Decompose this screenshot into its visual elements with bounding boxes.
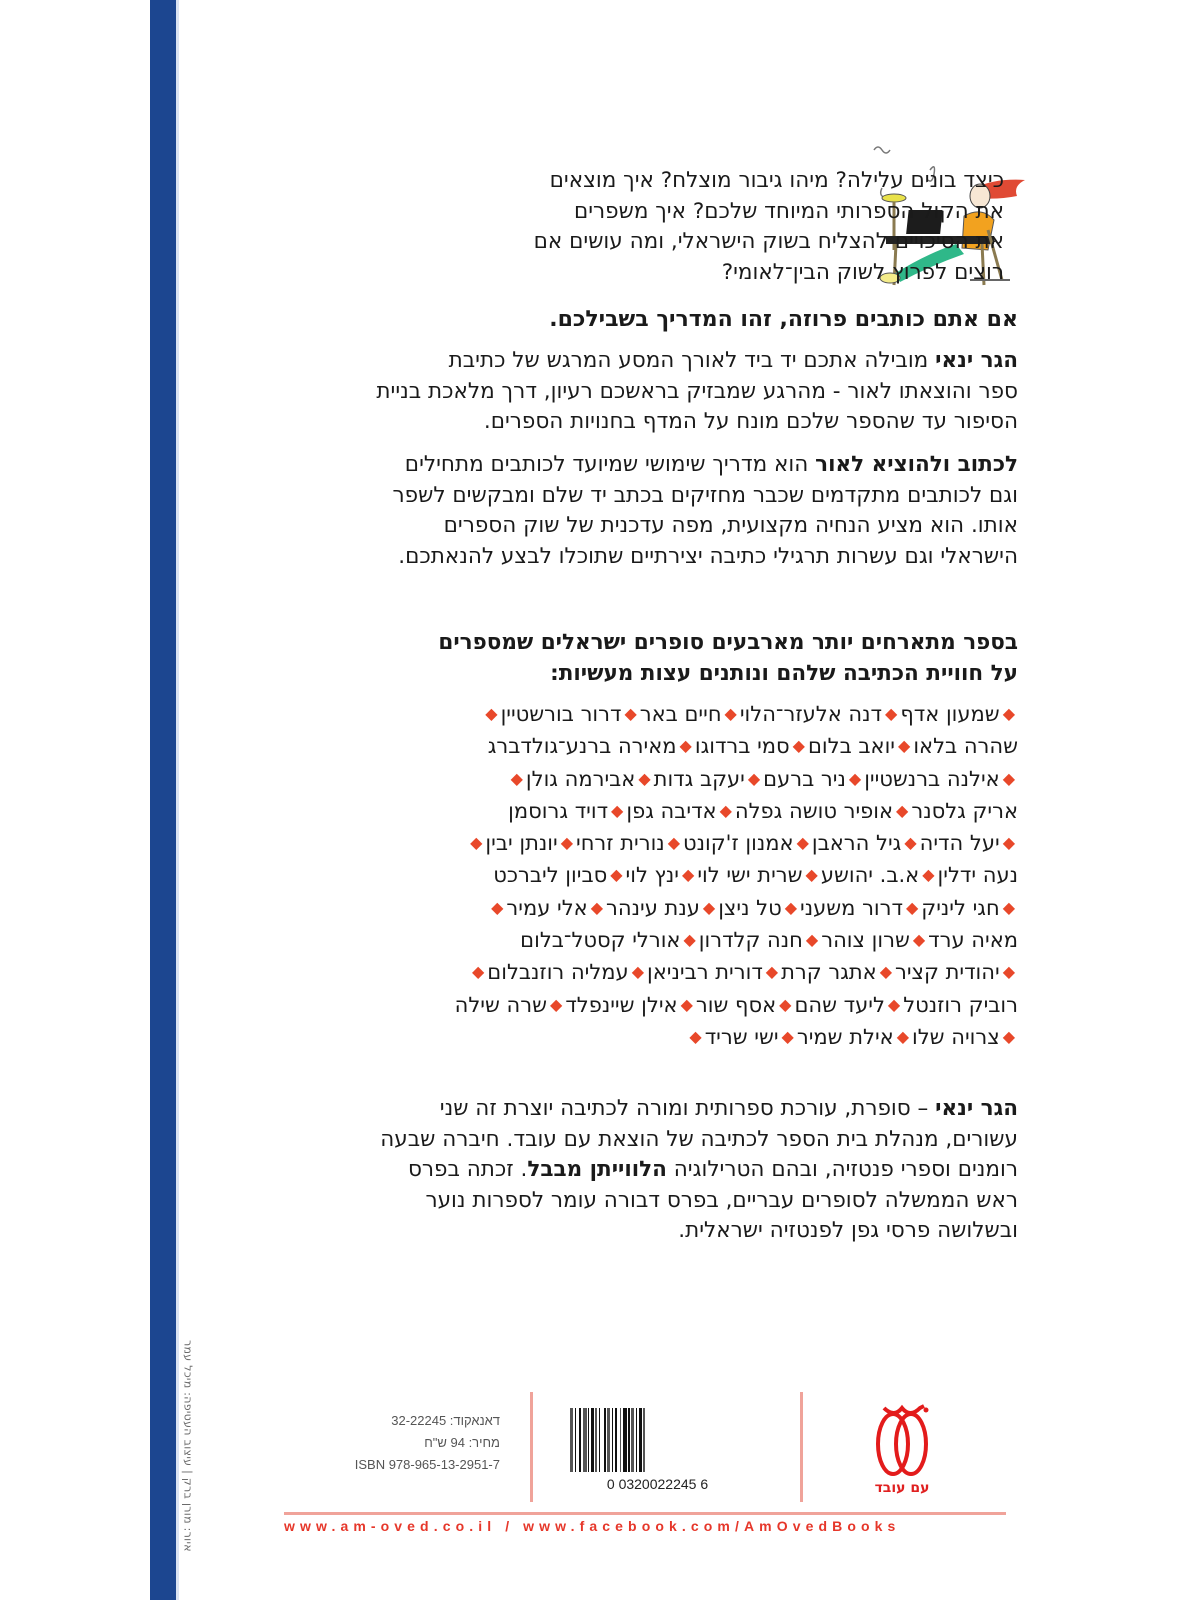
tagline-block (250, 305, 1018, 336)
diamond-bullet-icon: ◆ (683, 930, 696, 950)
contributor-name: גיל הראבן (811, 831, 902, 856)
diamond-bullet-icon: ◆ (1002, 833, 1015, 853)
diamond-bullet-icon: ◆ (560, 833, 574, 853)
diamond-bullet-icon: ◆ (471, 962, 485, 982)
bio-line: ובשלושה פרסי גפן לפנטזיה ישראלית. (678, 1218, 1018, 1243)
contributor-name: שהרה בלאו (913, 734, 1018, 759)
diamond-bullet-icon: ◆ (781, 1026, 794, 1046)
diamond-bullet-icon: ◆ (896, 1026, 910, 1046)
contributor-name: אבירמה גולן (525, 766, 636, 791)
diamond-bullet-icon: ◆ (905, 897, 919, 917)
contributor-name: אילת שמיר (796, 1024, 894, 1049)
contributor-name: חיים באר (639, 702, 722, 726)
diamond-bullet-icon: ◆ (631, 962, 645, 982)
contributor-name: אילן שיינפלד (565, 992, 678, 1017)
para-text: הוא מדריך שימושי שמיועד לכותבים מתחילים (404, 452, 816, 477)
intro-line: את הקול הספרותי המיוחד שלכם? איך משפרים (573, 198, 1004, 224)
diamond-bullet-icon: ◆ (879, 962, 892, 982)
contributor-name: דרור בורשטיין (500, 702, 622, 726)
footer-rule (284, 1512, 1006, 1515)
description-paragraph-1 (250, 346, 1018, 438)
para-line (250, 346, 1018, 377)
contributor-name: ליעד שהם (794, 992, 885, 1017)
publisher-urls: www.am-oved.co.il / www.facebook.com/AmOvedBooks (284, 1518, 901, 1534)
diamond-bullet-icon: ◆ (848, 768, 862, 788)
diamond-bullet-icon: ◆ (805, 865, 818, 885)
diamond-bullet-icon: ◆ (904, 833, 917, 853)
diamond-bullet-icon: ◆ (590, 897, 604, 917)
contributor-name: א.ב. יהושע (820, 863, 920, 888)
contributor-name: עמליה רוזנבלום (487, 960, 629, 985)
contributor-name: חגי ליניק (921, 895, 1000, 920)
contributor-name: סביון ליברכט (493, 863, 608, 888)
contributor-name: מאיה ערד (928, 928, 1018, 953)
author-bio (250, 1094, 1018, 1247)
contributor-name: נעה ידלין (937, 863, 1018, 888)
diamond-bullet-icon: ◆ (724, 704, 737, 723)
contributor-name: דנה אלעזר־הלוי (739, 702, 883, 726)
diamond-bullet-icon: ◆ (885, 704, 898, 723)
contributor-name: ענת עינהר (606, 895, 700, 920)
book-title: לכתוב ולהוציא לאור (815, 452, 1018, 477)
book-spine (150, 0, 176, 1600)
diamond-bullet-icon: ◆ (679, 736, 692, 756)
contributor-name: אילנה ברנשטיין (864, 766, 1000, 791)
contributors-list (250, 698, 1018, 1053)
am-oved-logo-icon (870, 1400, 934, 1480)
diamond-bullet-icon: ◆ (610, 865, 623, 885)
design-credit: איור: מורן ברק | עיצוב העטיפה: מיכל עמר (181, 1340, 195, 1552)
diamond-bullet-icon: ◆ (680, 994, 693, 1014)
bio-line (250, 1094, 1018, 1125)
contributor-name: צרויה שלו (912, 1024, 1000, 1049)
diamond-bullet-icon: ◆ (719, 800, 732, 820)
diamond-bullet-icon: ◆ (510, 768, 523, 788)
bio-text: . זכתה בפרס (407, 1157, 528, 1182)
barcode-number: 0 0320022245 6 (606, 1476, 709, 1492)
diamond-bullet-icon: ◆ (796, 833, 809, 853)
contributors-line (250, 1021, 1018, 1053)
contributor-name: אלי עמיר (506, 895, 588, 920)
bio-text: – סופרת, עורכת ספרותית ומורה לכתיבה יוצרת זה שני (439, 1096, 936, 1121)
contributor-name: ניר ברעם (763, 766, 846, 791)
contributor-name: טל ניצן (718, 895, 782, 920)
contributor-name: אדיבה גפן (626, 798, 717, 823)
diamond-bullet-icon: ◆ (805, 930, 819, 950)
bio-line (250, 1155, 1018, 1186)
contributors-heading (250, 628, 1018, 689)
contributors-line (250, 956, 1018, 988)
divider (800, 1392, 803, 1502)
diamond-bullet-icon: ◆ (1002, 897, 1015, 917)
contributor-name: שמעון אדף (900, 702, 1000, 726)
contributor-name: אופיר טושה גפלה (734, 798, 894, 823)
contributor-name: חנה קלדרון (698, 928, 803, 953)
contributors-line (250, 892, 1018, 924)
isbn: ISBN 978-965-13-2951-7 (354, 1457, 500, 1472)
contributors-line (250, 989, 1018, 1021)
contributor-name: אתגר קרת (781, 960, 877, 985)
trilogy-title: הלווייתן מבבל (527, 1157, 667, 1182)
diamond-bullet-icon: ◆ (747, 768, 761, 788)
contributor-name: אורלי קסטל־בלום (520, 928, 681, 953)
divider (530, 1392, 533, 1502)
diamond-bullet-icon: ◆ (784, 897, 798, 917)
para-line: וגם לכותבים מתקדמים שכבר מחזיקים בכתב יד שלם ומבקשים לשפר (392, 482, 1018, 508)
diamond-bullet-icon: ◆ (689, 1026, 702, 1046)
contributor-name: שרון צוהר (821, 928, 910, 953)
contributors-line (250, 924, 1018, 956)
contributor-name: נורית זרחי (576, 831, 665, 856)
contributor-name: יעל הדיה (919, 831, 1000, 856)
contributor-name: דויד גרוסמן (508, 798, 609, 823)
diamond-bullet-icon: ◆ (638, 768, 651, 788)
diamond-bullet-icon: ◆ (765, 962, 779, 982)
barcode-icon (570, 1408, 745, 1472)
contributor-name: אסף שור (695, 992, 777, 1017)
contributors-line (250, 730, 1018, 762)
contributor-name: יונתן יבין (485, 831, 558, 856)
para-line: ספר והוצאתו לאור - מהרגע שמבזיק בראשכם רעיון, דרך מלאכת בניית (376, 378, 1018, 404)
para-line: הסיפור עד שהספר שלכם מונח על המדף בחנויות הספרים. (483, 409, 1018, 434)
bio-line: עשורים, מנהלת בית הספר לכתיבה של הוצאת עם עובד. חיברה שבעה (380, 1126, 1018, 1152)
intro-line: את הסיכויים להצליח בשוק הישראלי, ומה עושים אם (533, 229, 1004, 254)
catalog-number: דאנאקוד: 32-22245 (391, 1413, 500, 1428)
diamond-bullet-icon: ◆ (682, 865, 695, 885)
contributor-name: שרה שילה (454, 992, 547, 1017)
tagline: אם אתם כותבים פרוזה, זהו המדריך בשבילכם. (549, 307, 1018, 332)
diamond-bullet-icon: ◆ (887, 994, 901, 1014)
contributor-name: יעקב גדות (653, 766, 745, 791)
contributor-name: יואב בלום (807, 734, 895, 759)
diamond-bullet-icon: ◆ (667, 833, 681, 853)
price: מחיר: 94 ש"ח (424, 1435, 500, 1450)
author-name: הגר ינאי (935, 348, 1018, 373)
contributors-line (250, 698, 1018, 730)
intro-line: כיצד בונים עלילה? מיהו גיבור מוצלח? איך מוצאים (549, 168, 1004, 193)
contributor-name: רוביק רוזנטל (903, 992, 1018, 1017)
contributor-name: שרית ישי לוי (697, 863, 803, 888)
diamond-bullet-icon: ◆ (624, 704, 637, 723)
diamond-bullet-icon: ◆ (1002, 1026, 1015, 1046)
diamond-bullet-icon: ◆ (470, 833, 483, 853)
diamond-bullet-icon: ◆ (896, 800, 909, 820)
diamond-bullet-icon: ◆ (792, 736, 805, 756)
diamond-bullet-icon: ◆ (779, 994, 792, 1014)
contributor-name: מאירה ברנע־גולדברג (487, 734, 677, 759)
diamond-bullet-icon: ◆ (702, 897, 716, 917)
contributors-line (250, 763, 1018, 795)
diamond-bullet-icon: ◆ (912, 930, 926, 950)
contributors-line (250, 827, 1018, 859)
diamond-bullet-icon: ◆ (922, 865, 935, 885)
heading-line: על חוויית הכתיבה שלהם ונותנים עצות מעשיות: (550, 660, 1018, 686)
contributor-name: ינץ לוי (625, 863, 679, 888)
contributors-line (250, 859, 1018, 891)
bio-line: ראש הממשלה לסופרים עבריים, בפרס דבורה עומר לספרות נוער (425, 1187, 1018, 1213)
back-cover-footer (280, 1380, 1020, 1534)
book-info (300, 1410, 500, 1476)
contributor-name: ישי שריד (704, 1024, 779, 1049)
intro-line: רוצים לפרוץ לשוק הבין־לאומי? (721, 259, 1004, 285)
bio-text: רומנים וספרי פנטזיה, ובהם הטרילוגיה (666, 1157, 1018, 1182)
publisher-name: עם עובד (874, 1480, 930, 1496)
diamond-bullet-icon: ◆ (1002, 962, 1015, 982)
heading-line: בספר מתארחים יותר מארבעים סופרים ישראלים שמספרים (438, 630, 1018, 655)
para-text: מובילה אתכם יד ביד לאורך המסע המרגש של כתיבת (448, 348, 936, 373)
contributor-name: סמי ברדוגו (694, 734, 790, 759)
diamond-bullet-icon: ◆ (491, 897, 504, 917)
description-paragraph-2 (250, 450, 1018, 572)
contributors-line (250, 795, 1018, 827)
contributor-name: דורית רביניאן (647, 960, 763, 985)
diamond-bullet-icon: ◆ (611, 800, 624, 820)
contributor-name: אריק גלסנר (911, 798, 1018, 823)
contributor-name: אמנון ז'קונט (683, 831, 794, 856)
author-name: הגר ינאי (935, 1096, 1018, 1121)
diamond-bullet-icon: ◆ (1002, 704, 1015, 723)
diamond-bullet-icon: ◆ (485, 704, 498, 723)
diamond-bullet-icon: ◆ (550, 994, 563, 1014)
intro-questions (484, 166, 1004, 288)
diamond-bullet-icon: ◆ (1002, 768, 1015, 788)
para-line: אותו. הוא מציע הנחיה מקצועית, מפה עדכנית של שוק הספרים (443, 513, 1018, 538)
contributor-name: יהודית קציר (895, 960, 1000, 985)
contributor-name: דרור משעני (800, 895, 903, 920)
para-line (250, 450, 1018, 481)
diamond-bullet-icon: ◆ (898, 736, 911, 756)
para-line: הישראלי וגם עשרות תרגילי כתיבה יצירתיים שתוכלו לבצע להנאתכם. (398, 543, 1018, 569)
